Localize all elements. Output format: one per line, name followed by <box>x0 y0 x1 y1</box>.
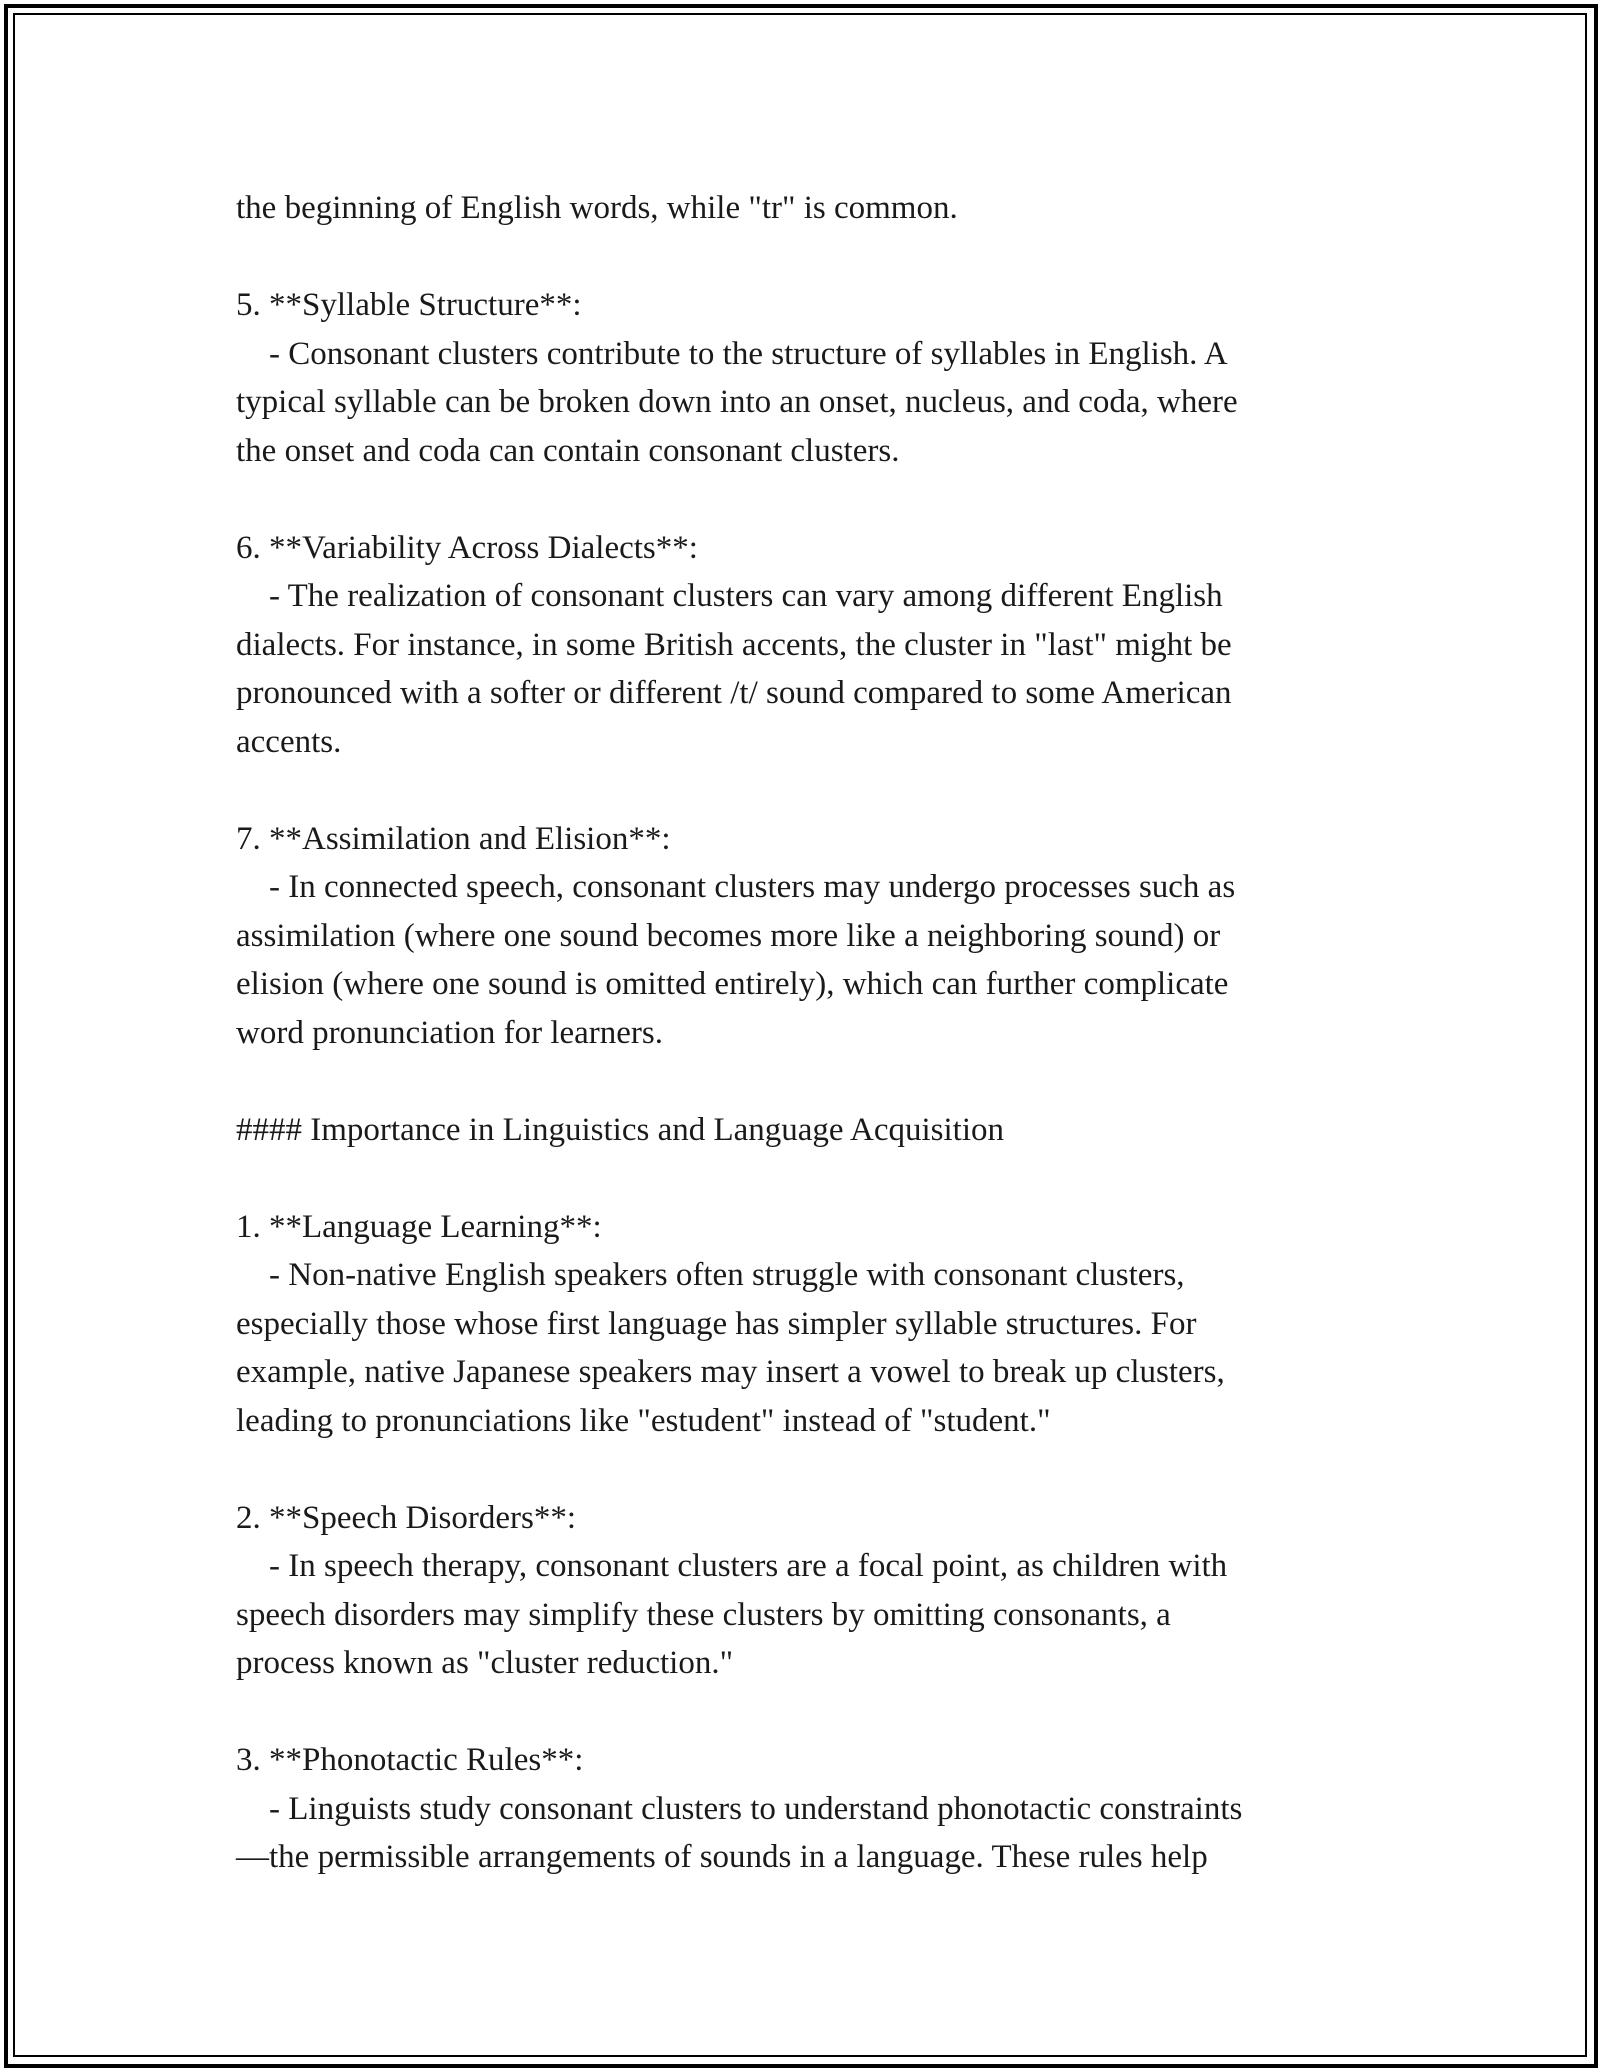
text-line: accents. <box>236 723 342 760</box>
text-line: dialects. For instance, in some British accents, the cluster in "last" might be <box>236 626 1232 663</box>
section-heading: 5. **Syllable Structure**: <box>236 287 582 323</box>
section-heading: 1. **Language Learning**: <box>236 1208 602 1245</box>
blank-line <box>236 233 1366 282</box>
text-line: especially those whose first language has simpler syllable structures. For <box>236 1305 1197 1342</box>
section-heading: 3. **Phonotactic Rules**: <box>236 1742 584 1778</box>
text-line: the beginning of English words, while "tr" is common. <box>236 190 958 226</box>
text-line: word pronunciation for learners. <box>236 1014 664 1051</box>
text-line: - Consonant clusters contribute to the structure of syllables in English. A <box>236 335 1228 372</box>
blank-line <box>236 766 1366 815</box>
document-body <box>236 184 1366 1882</box>
text-line: - In speech therapy, consonant clusters are a focal point, as children with <box>236 1548 1228 1584</box>
text-line: elision (where one sound is omitted entirely), which can further complicate <box>236 966 1229 1002</box>
text-line: speech disorders may simplify these clusters by omitting consonants, a <box>236 1596 1171 1633</box>
blank-line <box>236 1445 1366 1494</box>
text-line: - The realization of consonant clusters can vary among different English <box>236 578 1223 614</box>
text-line: —the permissible arrangements of sounds in a language. These rules help <box>236 1839 1208 1875</box>
text-line: - In connected speech, consonant clusters may undergo processes such as <box>236 869 1236 905</box>
section-heading: 7. **Assimilation and Elision**: <box>236 820 671 857</box>
text-line: assimilation (where one sound becomes more like a neighboring sound) or <box>236 917 1221 954</box>
text-line: pronounced with a softer or different /t/ sound compared to some American <box>236 675 1232 711</box>
blank-line <box>236 1154 1366 1203</box>
text-line: example, native Japanese speakers may insert a vowel to break up clusters, <box>236 1354 1225 1390</box>
section-heading: 6. **Variability Across Dialects**: <box>236 529 698 566</box>
text-line: - Non-native English speakers often struggle with consonant clusters, <box>236 1257 1185 1293</box>
text-line: the onset and coda can contain consonant clusters. <box>236 432 900 469</box>
text-line: typical syllable can be broken down into an onset, nucleus, and coda, where <box>236 384 1238 420</box>
section-heading: 2. **Speech Disorders**: <box>236 1499 577 1536</box>
text-line: - Linguists study consonant clusters to understand phonotactic constraints <box>236 1790 1243 1827</box>
subsection-title: #### Importance in Linguistics and Language Acquisition <box>236 1111 1005 1148</box>
text-line: process known as "cluster reduction." <box>236 1645 734 1681</box>
blank-line <box>236 475 1366 524</box>
text-line: leading to pronunciations like "estudent" instead of "student." <box>236 1402 1051 1439</box>
blank-line <box>236 1688 1366 1737</box>
blank-line <box>236 1057 1366 1106</box>
